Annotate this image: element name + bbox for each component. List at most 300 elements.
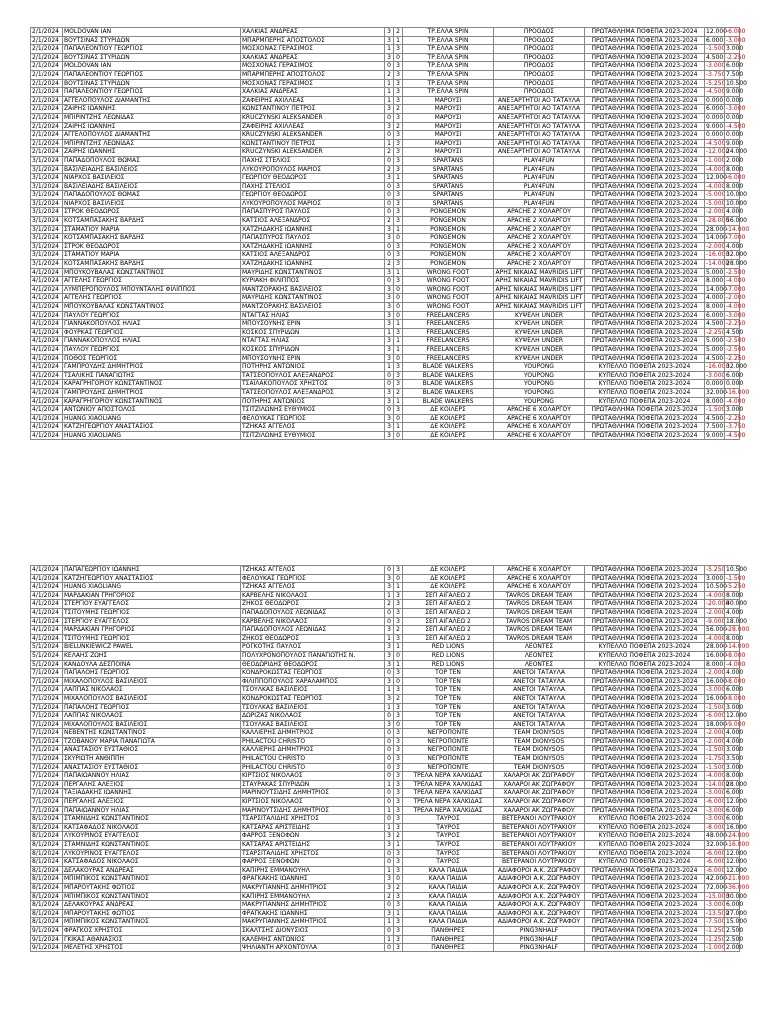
date-cell: 4/1/2024 [30,415,62,423]
points-1-cell: -1.500 [706,406,726,414]
player-2-cell: ΚΑΤΣΙΟΣ ΑΛΕΞΑΝΔΡΟΣ [240,251,384,259]
team-1-cell: ΚΑΛΑ ΠΑΙΔΙΑ [402,901,493,909]
points-1-cell: -2.000 [706,729,726,737]
score-2-cell: 0 [393,312,402,320]
player-1-cell: ΛΥΚΟΥΡΙΝΟΣ ΕΥΑΓΓΕΛΟΣ [62,850,240,858]
score-2-cell: 1 [393,841,402,849]
player-2-cell: ΚΑΡΒΕΛΗΣ ΝΙΚΟΛΑΟΣ [240,592,384,600]
player-2-cell: ΜΑΝΤΖΟΡΑΚΗΣ ΒΑΣΙΛΕΙΟΣ [240,303,384,311]
competition-cell: ΚΥΠΕΛΛΟ ΠΟΦΕΠΑ 2023-2024 [584,832,704,840]
player-2-cell: ΜΑΡΙΝΟΥΤΣΙΔΗΣ ΔΗΜΗΤΡΙΟΣ [240,807,384,815]
points-2-cell: 6.000 [726,815,744,823]
points-2-cell: -14.000 [726,225,750,233]
points-1-cell: -7.500 [706,918,726,926]
player-2-cell: ΠΟΛΥΧΡΟΝΟΠΟΥΛΟΣ ΠΑΝΑΓΙΩΤΗΣ Ν. [240,652,384,660]
competition-cell: ΠΡΩΤΑΘΛΗΜΑ ΠΟΦΕΠΑ 2023-2024 [584,901,704,909]
score-1-cell: 0 [384,944,393,951]
points-1-cell: 5.000 [706,345,724,353]
points-1-cell: -2.000 [706,242,726,250]
score-1-cell: 3 [384,695,393,703]
player-2-cell: ΧΑΛΚΙΑΣ ΑΝΔΡΕΑΣ [240,28,384,36]
points-2-cell: 32.000 [726,251,747,259]
points-2-cell: 56.000 [726,217,747,225]
player-2-cell: ΜΑΥΡΙΔΗΣ ΚΩΝΣΤΑΝΤΙΝΟΣ [240,294,384,302]
score-1-cell: 3 [384,303,393,311]
team-1-cell: WRONG FOOT [402,303,493,311]
points-2-cell: -8.000 [726,677,746,685]
points-2-cell: 10.500 [726,566,747,573]
points-2-cell: 3.000 [726,406,744,414]
points-2-cell: 2.000 [726,944,744,952]
player-2-cell: ΚΑΛΛΙΕΡΗΣ ΔΗΜΗΤΡΙΟΣ [240,746,384,754]
team-2-cell: TAVROS DREAM TEAM [493,618,584,626]
player-2-cell: KRUCZYNSKI ALEKSANDER [240,131,384,139]
player-1-cell: ΛΑΠΠΑΣ ΝΙΚΟΛΑΟΣ [62,712,240,720]
score-1-cell: 0 [384,183,393,191]
score-1-cell: 3 [384,294,393,302]
competition-cell: ΚΥΠΕΛΛΟ ΠΟΦΕΠΑ 2023-2024 [584,643,704,651]
team-2-cell: TAVROS DREAM TEAM [493,635,584,643]
player-2-cell: ΜΑΚΡΥΓΙΑΝΝΗΣ ΔΗΜΗΤΡΙΟΣ [240,901,384,909]
player-2-cell: PHILACTOU CHRISTO [240,755,384,763]
score-2-cell: 3 [393,789,402,797]
team-2-cell: ΑΝΕΞΑΡΤΗΤΟΙ ΑΟ ΤΑΤΑΥΛΑ [493,114,584,122]
points-2-cell: -3.000 [726,36,746,44]
points-2-cell: -4.000 [726,397,746,405]
team-2-cell: ΚΥΨΕΛΗ UNDER [493,329,584,337]
points-1-cell: -4.000 [706,772,726,780]
team-1-cell: ΜΑΡΟΥΣΙ [402,114,493,122]
team-1-cell: ΤΑΥΡΟΣ [402,850,493,858]
team-2-cell: ΒΕΤΕΡΑΝΟΙ ΛΟΥΤΡΑΚΙΟΥ [493,841,584,849]
points-1-cell: 28.000 [706,643,727,651]
team-1-cell: FREELANCERS [402,329,493,337]
team-2-cell: PING3NHALF [493,944,584,951]
score-1-cell: 0 [384,131,393,139]
score-1-cell: 3 [384,875,393,883]
player-2-cell: ΤΣΟΥΛΚΑΣ ΒΑΣΙΛΕΙΟΣ [240,686,384,694]
score-2-cell: 3 [393,944,402,951]
points-2-cell: 3.500 [726,755,744,763]
score-1-cell: 3 [384,320,393,328]
points-2-cell: 0.000 [726,380,744,388]
team-2-cell: TEAM DIONYSOS [493,729,584,737]
score-2-cell: 0 [393,303,402,311]
points-2-cell: -16.000 [726,841,750,848]
table-row [30,216,747,225]
player-1-cell: ΑΓΓΕΛΟΠΟΥΛΟΣ ΔΙΑΜΑΝΤΗΣ [62,131,240,139]
date-cell: 7/1/2024 [30,789,62,797]
team-2-cell: ΚΥΨΕΛΗ UNDER [493,337,584,345]
points-1-cell: 4.500 [706,320,724,328]
competition-cell: ΠΡΩΤΑΘΛΗΜΑ ΠΟΦΕΠΑ 2023-2024 [584,277,704,285]
points-2-cell: 0.000 [726,96,744,104]
team-2-cell: APACHE 6 ΧΟΛΑΡΓΟΥ [493,406,584,414]
table-row [30,685,744,694]
date-cell: 4/1/2024 [30,372,62,380]
score-1-cell: 3 [384,174,393,182]
score-2-cell: 3 [393,88,402,96]
competition-cell: ΠΡΩΤΑΘΛΗΜΑ ΠΟΦΕΠΑ 2023-2024 [584,148,704,156]
points-1-cell: -3.000 [706,789,726,797]
date-cell: 8/1/2024 [30,824,62,832]
score-1-cell: 0 [384,901,393,909]
team-2-cell: PLAY4FUN [493,174,584,182]
player-2-cell: ΖΑΦΕΙΡΗΣ ΑΧΙΛΛΕΑΣ [240,123,384,131]
player-2-cell: ΚΟΣΚΟΣ ΣΠΥΡΙΔΩΝ [240,329,384,337]
points-2-cell: 12.000 [726,866,747,874]
team-1-cell: ΣΕΠ ΑΙΓΑΛΕΩ 2 [402,609,493,617]
date-cell: 7/1/2024 [30,686,62,694]
player-1-cell: ΚΕΛΑΗΣ ΖΩΗΣ [62,652,240,660]
points-2-cell: 24.000 [726,148,747,156]
table-row [30,582,746,591]
team-1-cell: ΔΕ ΚΟΙΛΕΡΣ [402,415,493,423]
player-2-cell: ΛΥΚΟΥΡΟΠΟΥΛΟΣ ΜΑΡΙΟΣ [240,166,384,174]
score-2-cell: 3 [393,329,402,337]
player-2-cell: ΝΤΑΓΤΑΣ ΗΛΙΑΣ [240,312,384,320]
competition-cell: ΠΡΩΤΑΘΛΗΜΑ ΠΟΦΕΠΑ 2023-2024 [584,781,704,789]
player-2-cell: ΔΩΡΙΖΑΣ ΝΙΚΟΛΑΟΣ [240,712,384,720]
score-1-cell: 2 [384,166,393,174]
competition-cell: ΠΡΩΤΑΘΛΗΜΑ ΠΟΦΕΠΑ 2023-2024 [584,618,704,626]
points-2-cell: -2.250 [726,354,746,362]
date-cell: 2/1/2024 [30,131,62,139]
table-row [30,634,744,643]
score-2-cell: 3 [393,746,402,754]
player-1-cell: ΝΙΑΡΧΟΣ ΒΑΣΙΛΕΙΟΣ [62,200,240,208]
table-row [30,574,746,583]
score-2-cell: 2 [393,123,402,131]
points-1-cell: 4.000 [706,294,724,302]
team-2-cell: ΚΥΨΕΛΗ UNDER [493,346,584,354]
player-1-cell: ΜΙΧΑΛΟΠΟΥΛΟΣ ΒΑΣΙΛΕΙΟΣ [62,695,240,703]
date-cell: 8/1/2024 [30,875,62,883]
player-1-cell: ΣΤΡΟΚ ΘΕΟΔΩΡΟΣ [62,243,240,251]
team-2-cell: ΧΑΛΑΡΟΙ ΑΚ ΖΩΓΡΑΦΟΥ [493,772,584,780]
player-2-cell: ΖΗΚΟΣ ΘΕΟΔΩΡΟΣ [240,635,384,643]
player-1-cell: ΜΠΑΡΟΥΤΑΚΗΣ ΦΩΤΙΟΣ [62,884,240,892]
points-2-cell: 2.500 [726,926,744,934]
team-2-cell: ΑΝΕΤΟΙ ΤΑΤΑΥΛΑ [493,704,584,712]
date-cell: 2/1/2024 [30,62,62,70]
player-2-cell: ΝΤΑΓΤΑΣ ΗΛΙΑΣ [240,337,384,345]
team-1-cell: ΣΕΠ ΑΙΓΑΛΕΩ 2 [402,592,493,600]
date-cell: 5/1/2024 [30,643,62,651]
player-2-cell: ΜΑΚΡΥΓΙΑΝΝΗΣ ΔΗΜΗΤΡΙΟΣ [240,884,384,892]
score-1-cell: 0 [384,62,393,70]
team-1-cell: ΔΕ ΚΟΙΛΕΡΣ [402,583,493,591]
team-2-cell: ΑΔΙΑΦΟΡΟΙ Α.Κ. ΖΩΓΡΑΦΟΥ [493,901,584,909]
date-cell: 2/1/2024 [30,45,62,53]
table-row [30,917,747,926]
team-2-cell: PLAY4FUN [493,166,584,174]
team-2-cell: APACHE 6 ΧΟΛΑΡΓΟΥ [493,575,584,583]
player-1-cell: HUANG XIAOLIANG [62,583,240,591]
points-2-cell: 3.000 [726,763,744,771]
score-2-cell: 3 [393,183,402,191]
table-row [30,926,744,935]
team-1-cell: TOP TEN [402,678,493,686]
date-cell: 7/1/2024 [30,712,62,720]
points-2-cell: 6.000 [726,789,744,797]
points-1-cell: -28.000 [706,217,730,225]
player-2-cell: ΠΑΧΗΣ ΣΤΕΛΙΟΣ [240,183,384,191]
score-2-cell: 3 [393,191,402,199]
points-1-cell: 3.000 [706,574,724,582]
player-1-cell: ΚΑΤΖΗΓΕΩΡΓΙΟΥ ΑΝΑΣΤΑΣΙΟΣ [62,423,240,431]
team-1-cell: WRONG FOOT [402,277,493,285]
player-2-cell: ΠΟΤΗΡΗΣ ΑΝΤΩΝΙΟΣ [240,398,384,406]
score-2-cell: 2 [393,105,402,113]
table-row [30,694,746,703]
team-2-cell: ΚΥΨΕΛΗ UNDER [493,312,584,320]
team-1-cell: RED LIONS [402,652,493,660]
player-2-cell: ΚΑΤΣΑΡΑΣ ΑΡΙΣΤΕΙΔΗΣ [240,841,384,849]
points-1-cell: 4.500 [706,53,724,61]
team-2-cell: ΒΕΤΕΡΑΝΟΙ ΛΟΥΤΡΑΚΙΟΥ [493,824,584,832]
points-1-cell: 4.500 [706,414,724,422]
team-2-cell: ΧΑΛΑΡΟΙ ΑΚ ΖΩΓΡΑΦΟΥ [493,789,584,797]
team-1-cell: ΜΑΡΟΥΣΙ [402,140,493,148]
date-cell: 7/1/2024 [30,721,62,729]
score-2-cell: 3 [393,618,402,626]
team-2-cell: ΑΔΙΑΦΟΡΟΙ Α.Κ. ΖΩΓΡΑΦΟΥ [493,875,584,883]
points-2-cell: -24.000 [726,832,750,840]
date-cell: 7/1/2024 [30,704,62,712]
score-2-cell: 3 [393,251,402,259]
player-2-cell: ΤΑΤΣΕΟΠΟΥΛΟΣ ΑΛΕΞΑΝΔΡΟΣ [240,372,384,380]
player-1-cell: ΤΣΙΤΟΥΜΗΣ ΓΕΩΡΓΙΟΣ [62,635,240,643]
team-2-cell: ΠΡΟΟΔΟΣ [493,62,584,70]
player-1-cell: ΑΓΓΕΛΗΣ ΓΕΩΡΓΙΟΣ [62,294,240,302]
player-1-cell: ΚΑΝΔΟΥΛΑ ΔΕΣΠΟΙΝΑ [62,661,240,669]
team-2-cell: APACHE 6 ΧΟΛΑΡΓΟΥ [493,583,584,591]
score-1-cell: 3 [384,415,393,423]
team-1-cell: ΚΑΛΑ ΠΑΙΔΙΑ [402,893,493,901]
points-1-cell: -1.500 [706,703,726,711]
competition-cell: ΠΡΩΤΑΘΛΗΜΑ ΠΟΦΕΠΑ 2023-2024 [584,286,704,294]
team-1-cell: ΤΑΥΡΟΣ [402,858,493,866]
team-2-cell: TAVROS DREAM TEAM [493,600,584,608]
competition-cell: ΚΥΠΕΛΛΟ ΠΟΦΕΠΑ 2023-2024 [584,363,704,371]
points-1-cell: -16.000 [706,251,730,259]
team-2-cell: ΑΔΙΑΦΟΡΟΙ Α.Κ. ΖΩΓΡΑΦΟΥ [493,910,584,918]
player-1-cell: HUANG XIAOLIANG [62,432,240,439]
score-1-cell: 1 [384,80,393,88]
score-1-cell: 2 [384,71,393,79]
score-2-cell: 3 [393,131,402,139]
team-1-cell: ΔΕ ΚΟΙΛΕΡΣ [402,423,493,431]
table-row [30,53,746,62]
competition-cell: ΠΡΩΤΑΘΛΗΜΑ ΠΟΦΕΠΑ 2023-2024 [584,243,704,251]
date-cell: 3/1/2024 [30,208,62,216]
points-1-cell: 16.000 [706,694,727,702]
player-1-cell: ΣΤΡΟΚ ΘΕΟΔΩΡΟΣ [62,208,240,216]
competition-cell: ΠΡΩΤΑΘΛΗΜΑ ΠΟΦΕΠΑ 2023-2024 [584,183,704,191]
score-2-cell: 3 [393,217,402,225]
date-cell: 4/1/2024 [30,363,62,371]
player-1-cell: ΜΠΟΥΚΟΥΒΑΛΑΣ ΚΩΝΣΤΑΝΤΙΝΟΣ [62,303,240,311]
date-cell: 2/1/2024 [30,28,62,36]
competition-cell: ΚΥΠΕΛΛΟ ΠΟΦΕΠΑ 2023-2024 [584,380,704,388]
points-1-cell: -6.000 [706,858,726,866]
points-2-cell: -2.500 [726,345,746,353]
points-2-cell: -2.250 [726,53,746,61]
player-2-cell: ΠΑΠΑΣΠΥΡΟΣ ΠΑΥΛΟΣ [240,208,384,216]
player-1-cell: ΝΙΑΡΧΟΣ ΒΑΣΙΛΕΙΟΣ [62,174,240,182]
score-2-cell: 3 [393,260,402,268]
competition-cell: ΠΡΩΤΑΘΛΗΜΑ ΠΟΦΕΠΑ 2023-2024 [584,592,704,600]
player-2-cell: ΚΑΤΣΑΡΑΣ ΑΡΙΣΤΕΙΔΗΣ [240,824,384,832]
points-2-cell: -4.000 [726,277,746,285]
score-2-cell: 3 [393,858,402,866]
date-cell: 8/1/2024 [30,918,62,926]
team-1-cell: FREELANCERS [402,312,493,320]
player-1-cell: ΓΑΜΠΡΟΥΔΗΣ ΔΗΜΗΤΡΙΟΣ [62,363,240,371]
score-2-cell: 3 [393,148,402,156]
points-1-cell: -1.500 [706,45,726,53]
competition-cell: ΠΡΩΤΑΘΛΗΜΑ ΠΟΦΕΠΑ 2023-2024 [584,678,704,686]
player-1-cell: ΓΚΙΚΑΣ ΑΘΑΝΑΣΙΟΣ [62,936,240,944]
score-2-cell: 3 [393,566,402,574]
competition-cell: ΠΡΩΤΑΘΛΗΜΑ ΠΟΦΕΠΑ 2023-2024 [584,798,704,806]
points-1-cell: 5.000 [706,337,724,345]
date-cell: 7/1/2024 [30,798,62,806]
points-1-cell: -1.250 [706,935,726,943]
player-2-cell: KRUCZYNSKI ALEKSANDER [240,148,384,156]
player-1-cell: ΠΑΥΛΟΥ ΓΕΩΡΓΙΟΣ [62,312,240,320]
player-2-cell: ΠΑΠΑΔΟΠΟΥΛΟΣ ΛΕΩΝΙΔΑΣ [240,609,384,617]
competition-cell: ΠΡΩΤΑΘΛΗΜΑ ΠΟΦΕΠΑ 2023-2024 [584,97,704,105]
score-1-cell: 0 [384,208,393,216]
score-2-cell: 0 [393,54,402,62]
competition-cell: ΠΡΩΤΑΘΛΗΜΑ ΠΟΦΕΠΑ 2023-2024 [584,669,704,677]
player-2-cell: ΤΣΑΡΣΙΤΑΛΙΔΗΣ ΧΡΗΣΤΟΣ [240,815,384,823]
table-row [30,113,744,122]
score-2-cell: 1 [393,423,402,431]
score-1-cell: 0 [384,157,393,165]
points-2-cell: 8.000 [726,182,744,190]
score-2-cell: 2 [393,389,402,397]
points-2-cell: 6.000 [726,901,744,909]
competition-cell: ΠΡΩΤΑΘΛΗΜΑ ΠΟΦΕΠΑ 2023-2024 [584,312,704,320]
score-1-cell: 3 [384,398,393,406]
team-1-cell: ΤΡ.ΕΛΛΑ SPIN [402,88,493,96]
competition-cell: ΠΡΩΤΑΘΛΗΜΑ ΠΟΦΕΠΑ 2023-2024 [584,114,704,122]
date-cell: 8/1/2024 [30,832,62,840]
results-table-top [30,27,750,440]
score-2-cell: 3 [393,704,402,712]
date-cell: 4/1/2024 [30,346,62,354]
team-1-cell: ΤΡΕΛΑ ΝΕΡΑ ΧΑΛΚΙΔΑΣ [402,772,493,780]
score-2-cell: 3 [393,609,402,617]
score-1-cell: 0 [384,669,393,677]
player-1-cell: ΦΡΑΓΚΟΣ ΧΡΗΣΤΟΣ [62,927,240,935]
player-2-cell: ΓΕΩΡΓΙΟΥ ΘΕΟΔΩΡΟΣ [240,174,384,182]
competition-cell: ΠΡΩΤΑΘΛΗΜΑ ΠΟΦΕΠΑ 2023-2024 [584,131,704,139]
competition-cell: ΠΡΩΤΑΘΛΗΜΑ ΠΟΦΕΠΑ 2023-2024 [584,910,704,918]
team-2-cell: YOUPONG [493,389,584,397]
team-1-cell: BLADE WALKERS [402,363,493,371]
points-1-cell: -6.000 [706,866,726,874]
player-1-cell: ΒΑΣΙΛΕΙΑΔΗΣ ΒΑΣΙΛΕΙΟΣ [62,166,240,174]
points-2-cell: 12.000 [726,849,747,857]
score-1-cell: 0 [384,114,393,122]
competition-cell: ΠΡΩΤΑΘΛΗΜΑ ΠΟΦΕΠΑ 2023-2024 [584,191,704,199]
player-1-cell: ΠΑΠΑΙΩΑΝΝΟΥ ΗΛΙΑΣ [62,807,240,815]
table-row [30,660,746,669]
competition-cell: ΠΡΩΤΑΘΛΗΜΑ ΠΟΦΕΠΑ 2023-2024 [584,764,704,772]
table-row [30,900,744,909]
table-row [30,720,746,729]
score-1-cell: 3 [384,575,393,583]
score-1-cell: 2 [384,893,393,901]
team-1-cell: ΠΑΝΘΗΡΕΣ [402,936,493,944]
team-2-cell: APACHE 6 ΧΟΛΑΡΓΟΥ [493,423,584,431]
score-1-cell: 3 [384,234,393,242]
competition-cell: ΚΥΠΕΛΛΟ ΠΟΦΕΠΑ 2023-2024 [584,389,704,397]
team-2-cell: PLAY4FUN [493,157,584,165]
points-2-cell: 10.500 [726,79,747,87]
score-1-cell: 0 [384,858,393,866]
team-2-cell: TEAM DIONYSOS [493,755,584,763]
date-cell: 4/1/2024 [30,600,62,608]
team-2-cell: YOUPONG [493,380,584,388]
team-2-cell: ΚΥΨΕΛΗ UNDER [493,320,584,328]
score-2-cell: 3 [393,71,402,79]
score-2-cell: 3 [393,600,402,608]
player-2-cell: ΧΑΛΚΙΑΣ ΑΝΔΡΕΑΣ [240,54,384,62]
competition-cell: ΠΡΩΤΑΘΛΗΜΑ ΠΟΦΕΠΑ 2023-2024 [584,432,704,439]
table-row [30,345,746,354]
competition-cell: ΠΡΩΤΑΘΛΗΜΑ ΠΟΦΕΠΑ 2023-2024 [584,600,704,608]
competition-cell: ΠΡΩΤΑΘΛΗΜΑ ΠΟΦΕΠΑ 2023-2024 [584,875,704,883]
score-2-cell: 1 [393,320,402,328]
score-2-cell: 1 [393,583,402,591]
player-2-cell: ΤΣΑΪΛΑΚΟΠΟΥΛΟΣ ΧΡΗΣΤΟΣ [240,380,384,388]
player-2-cell: ΜΟΣΧΟΝΑΣ ΓΕΡΑΣΙΜΟΣ [240,45,384,53]
score-2-cell: 1 [393,337,402,345]
date-cell: 5/1/2024 [30,652,62,660]
points-2-cell: 6.000 [726,686,744,694]
score-1-cell: 3 [384,884,393,892]
team-1-cell: ΣΕΠ ΑΙΓΑΛΕΩ 2 [402,600,493,608]
date-cell: 2/1/2024 [30,97,62,105]
points-2-cell: 28.000 [726,260,747,268]
points-2-cell: -6.000 [726,174,746,182]
points-1-cell: 7.500 [706,423,724,431]
player-1-cell: ΒΟΥΤΣΙΝΑΣ ΣΤΥΡΙΔΩΝ [62,37,240,45]
table-row [30,892,747,901]
team-1-cell: WRONG FOOT [402,269,493,277]
team-1-cell: ΝΕΓΡΟΠΟΝΤΕ [402,746,493,754]
score-1-cell: 3 [384,54,393,62]
competition-cell: ΠΡΩΤΑΘΛΗΜΑ ΠΟΦΕΠΑ 2023-2024 [584,62,704,70]
player-2-cell: ΦΡΑΓΚΑΚΗΣ ΙΩΑΝΝΗΣ [240,875,384,883]
player-1-cell: ΜΠΙΡΙΝΤΖΗΣ ΛΕΩΝΙΔΑΣ [62,140,240,148]
points-1-cell: -1.500 [706,763,726,771]
date-cell: 7/1/2024 [30,807,62,815]
competition-cell: ΠΡΩΤΑΘΛΗΜΑ ΠΟΦΕΠΑ 2023-2024 [584,738,704,746]
date-cell: 8/1/2024 [30,910,62,918]
score-2-cell: 3 [393,372,402,380]
score-1-cell: 0 [384,729,393,737]
table-row [30,422,746,431]
team-2-cell: ΑΝΕΤΟΙ ΤΑΤΑΥΛΑ [493,686,584,694]
player-1-cell: ΑΝΑΣΤΑΣΙΟΥ ΕΥΣΤΑΘΙΟΣ [62,764,240,772]
points-2-cell: 3.000 [726,45,744,53]
